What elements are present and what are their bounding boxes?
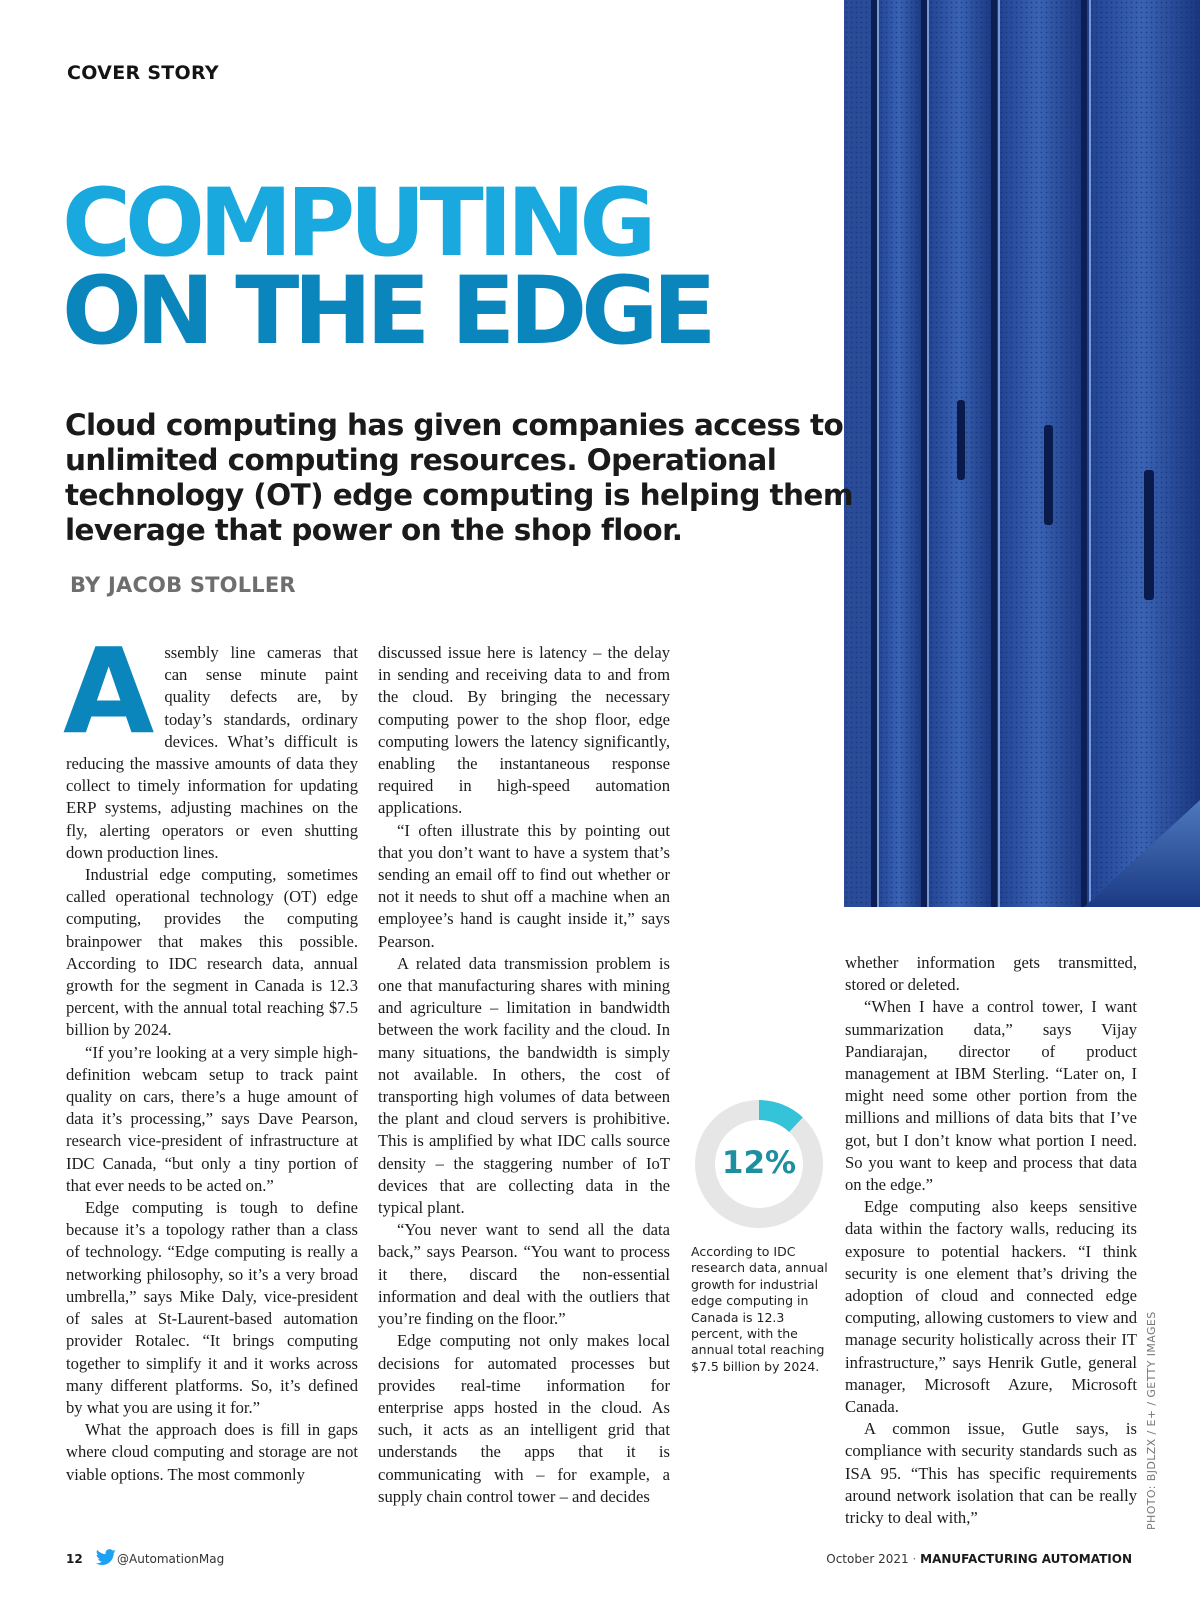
section-label: COVER STORY [67,62,219,84]
article-paragraph: “When I have a control tower, I want summarization data,” says Vijay Pandiarajan, director of product management at IBM Sterling. “Later on, I might need some other portion from the millions and millions of data bits that I’ve got, but I don’t know what portion I need. So you want to keep and process that data on the edge.” [845,997,1137,1195]
footer-issue-info [826,1552,1132,1566]
article-column-3 [845,952,1137,1529]
drop-cap: A [63,622,155,760]
article-paragraph: A related data transmission problem is one that manufacturing shares with mining and agriculture – limitation in bandwidth between the work facility and the cloud. In many situations, the bandwidth is simply not available. In others, the cost of transporting high volumes of data between the plant and cloud servers is prohibitive. This is amplified by what IDC calls source density – the staggering number of IoT devices that are collecting data in the typical plant. [378,953,670,1218]
footer-separator: · [912,1552,917,1566]
twitter-handle: @AutomationMag [117,1552,225,1566]
photo-credit: PHOTO: BJDLZX / E+ / GETTY IMAGES [1145,1311,1158,1530]
article-paragraph: Edge computing is tough to define because it’s a topology rather than a class of technology. “Edge computing is really a networking philosophy, so it’s a very broad umbrella,” says Mike Daly, vice-president of sales at St-Laurent-based automation provider Rotalec. “It brings computing together to simplify it and it works across many different platforms. So, it’s defined by what you are using it for.” [66,1198,358,1417]
article-paragraph: Edge computing also keeps sensitive data within the factory walls, reducing its exposure to potential hackers. “I think security is one element that’s driving the adoption of cloud and connected edge computing, allowing customers to view and manage security holistically across their IT infrastructure,” says Henrik Gutle, general manager, Microsoft Azure, Microsoft Canada. [845,1197,1137,1417]
article-paragraph: “You never want to send all the data back,” says Pearson. “You want to process it there, discard the non-essential information and deal with the outliers that you’re finding on the floor.” [378,1220,670,1329]
stat-caption: According to IDC research data, annual growth for industrial edge computing in Canada is 12.3 percent, with the annual total reaching $7.5 billion by 2024. [691,1244,828,1374]
article-column-1 [63,622,358,1486]
twitter-bird-icon [96,1549,116,1566]
article-paragraph [63,622,358,864]
byline: BY JACOB STOLLER [70,573,296,597]
page-number: 12 [66,1552,83,1566]
server-rack-photo [844,0,1200,907]
article-paragraph: A common issue, Gutle says, is compliance with security standards such as ISA 95. “This has specific requirements around network isolation that can be really tricky to deal with,” [845,1419,1137,1528]
magazine-name: MANUFACTURING AUTOMATION [920,1552,1132,1566]
stat-value: 12% [721,1145,797,1181]
article-column-2 [378,642,670,1508]
article-paragraph: whether information gets transmitted, stored or deleted. [845,953,1137,995]
article-paragraph: “I often illustrate this by pointing out that you don’t want to have a system that’s sending an email off to find out whether or not it needs to shut off a machine when an employee’s hand is caught inside it,” says Pearson. [378,820,670,951]
article-paragraph: What the approach does is fill in gaps where cloud computing and storage are not viable options. The most commonly [66,1420,358,1484]
article-paragraph: “If you’re looking at a very simple high-definition webcam setup to track paint quality on cars, there’s a huge amount of data it’s processing,” says Dave Pearson, research vice-president of infrastructure at IDC Canada, “but only a tiny portion of that ever needs to be acted on.” [66,1042,358,1195]
headline-line-1: COMPUTING [62,169,651,278]
issue-date: October 2021 [826,1552,909,1566]
article-paragraph: Industrial edge computing, sometimes called operational technology (OT) edge computing, provides the computing brainpower that makes this possible. According to IDC research data, annual growth for the segment in Canada is 12.3 percent, with the annual total reaching $7.5 billion by 2024. [66,865,358,1040]
deck-subtitle: Cloud computing has given companies access to unlimited computing resources. Operational technology (OT) edge computing is helping them leverage that power on the shop floor. [65,408,853,547]
article-paragraph: Edge computing not only makes local decisions for automated processes but provides real-time information for enterprise apps hosted in the cloud. As such, it acts as an intelligent grid that understands the apps that it is communicating with – for example, a supply chain control tower – and decides [378,1331,670,1506]
paragraph-text: ssembly line cameras that can sense minute paint quality defects are, by today’s standards, ordinary devices. What’s difficult is reducing the massive amounts of data they collect to timely information for updating ERP systems, adjusting machines on the fly, alerting operators or even shutting down production lines. [66,643,358,862]
article-paragraph: discussed issue here is latency – the delay in sending and receiving data to and from the cloud. By bringing the necessary computing power to the shop floor, edge computing lowers the latency significantly, enabling the instantaneous response required in high-speed automation applications. [378,643,670,818]
headline-line-2: ON THE EDGE [62,257,711,366]
